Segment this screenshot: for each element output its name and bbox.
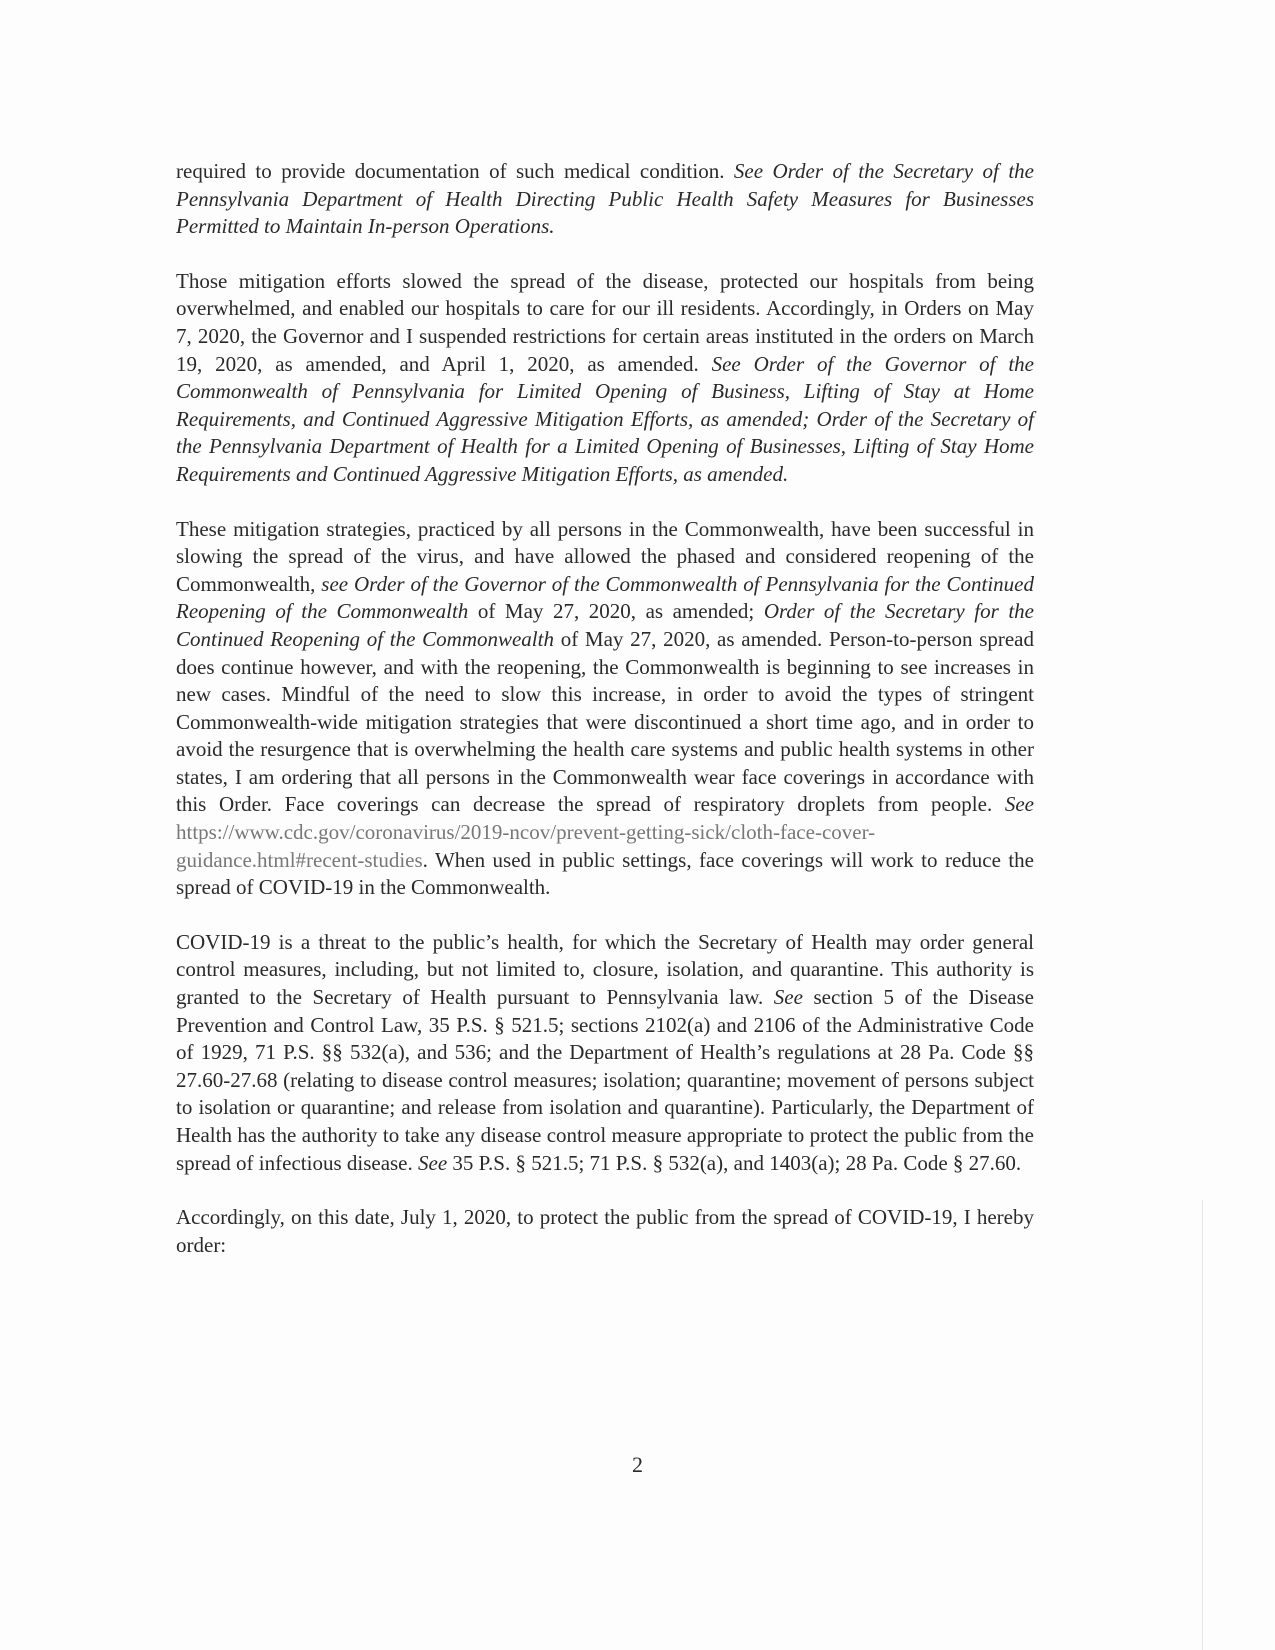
segment: . When used in public settings, face coverings will work to reduce the spread of COVID-19 in the Commonwealth. bbox=[176, 847, 1034, 900]
paragraph-3 bbox=[176, 516, 1034, 902]
segment: Accordingly, on this date, July 1, 2020, to protect the public from the spread of COVID-19, I hereby order: bbox=[176, 1205, 1034, 1257]
segment: Those mitigation efforts slowed the spread of the disease, protected our hospitals from being overwhelmed, and enabled our hospitals to care for our ill residents. Accordingly, in Orders on May 7, 2020, the Governor and I suspended restrictions for certain areas instituted in the orders on March 19, 2020, as amended, and April 1, 2020, as amended. bbox=[176, 268, 1034, 376]
paragraph-5 bbox=[176, 1204, 1034, 1259]
citation-italic: Order of the Secretary for the Continued Reopening of the Commonwealth bbox=[176, 599, 1034, 651]
segment: section 5 of the Disease Prevention and Control Law, 35 P.S. § 521.5; sections 2102(a) and 2106 of the Administrative Code of 1929, 71 P.S. §§ 532(a), and 536; and the Department of Health’s regulations at 28 Pa. Code §§ 27.60-27.68 (relating to disease control measures; isolation; quarantine; movement of persons subject to isolation or quarantine; and release from isolation and quarantine). Particularly, the Department of Health has the authority to take any disease control measure appropriate to protect the public from the spread of infectious disease. bbox=[176, 985, 1034, 1175]
see-italic: See bbox=[1004, 792, 1034, 817]
segment: required to provide documentation of such medical condition. bbox=[176, 159, 734, 183]
document-body bbox=[176, 158, 1034, 1286]
scan-edge-divider bbox=[1202, 1200, 1203, 1650]
cdc-guidance-link[interactable]: https://www.cdc.gov/coronavirus/2019-ncov/prevent-getting-sick/cloth-face-cover-guidance.html#recent-studies bbox=[176, 820, 876, 872]
segment: COVID-19 is a threat to the public’s health, for which the Secretary of Health may order general control measures, including, but not limited to, closure, isolation, and quarantine. This authority is granted to the Secretary of Health pursuant to Pennsylvania law. bbox=[176, 929, 1034, 1010]
segment: of May 27, 2020, as amended; bbox=[468, 599, 764, 624]
citation-italic: See Order of the Governor of the Commonwealth of Pennsylvania for Limited Opening of Business, Lifting of Stay at Home Requirements, and Continued Aggressive Mitigation Efforts, as amended; Order of the Secretary of the Pennsylvania Department of Health for a Limited Opening of Businesses, Lifting of Stay Home Requirements and Continued Aggressive Mitigation Efforts, as amended. bbox=[176, 351, 1035, 486]
paragraph-2 bbox=[176, 268, 1034, 489]
see-italic: See bbox=[773, 985, 803, 1010]
paragraph-4 bbox=[176, 929, 1034, 1177]
page-number: 2 bbox=[632, 1452, 643, 1477]
citation-italic: see Order of the Governor of the Commonwealth of Pennsylvania for the Continued Reopening of the Commonwealth bbox=[176, 571, 1034, 624]
citation-italic: See Order of the Secretary of the Pennsylvania Department of Health Directing Public Health Safety Measures for Businesses Permitted to Maintain In-person Operations. bbox=[176, 159, 1034, 239]
segment: These mitigation strategies, practiced by all persons in the Commonwealth, have been successful in slowing the spread of the virus, and have allowed the phased and considered reopening of the Commonwealth, bbox=[176, 516, 1034, 596]
see-italic: See bbox=[418, 1150, 448, 1175]
segment: 35 P.S. § 521.5; 71 P.S. § 532(a), and 1403(a); 28 Pa. Code § 27.60. bbox=[447, 1150, 1022, 1175]
paragraph-1 bbox=[176, 158, 1034, 241]
segment: of May 27, 2020, as amended. Person-to-person spread does continue however, and with the reopening, the Commonwealth is beginning to see increases in new cases. Mindful of the need to slow this increase, in order to avoid the types of stringent Commonwealth-wide mitigation strategies that were discontinued a short time ago, and in order to avoid the resurgence that is overwhelming the health care systems and public health systems in other states, I am ordering that all persons in the Commonwealth wear face coverings in accordance with this Order. Face coverings can decrease the spread of respiratory droplets from people. bbox=[176, 626, 1034, 817]
